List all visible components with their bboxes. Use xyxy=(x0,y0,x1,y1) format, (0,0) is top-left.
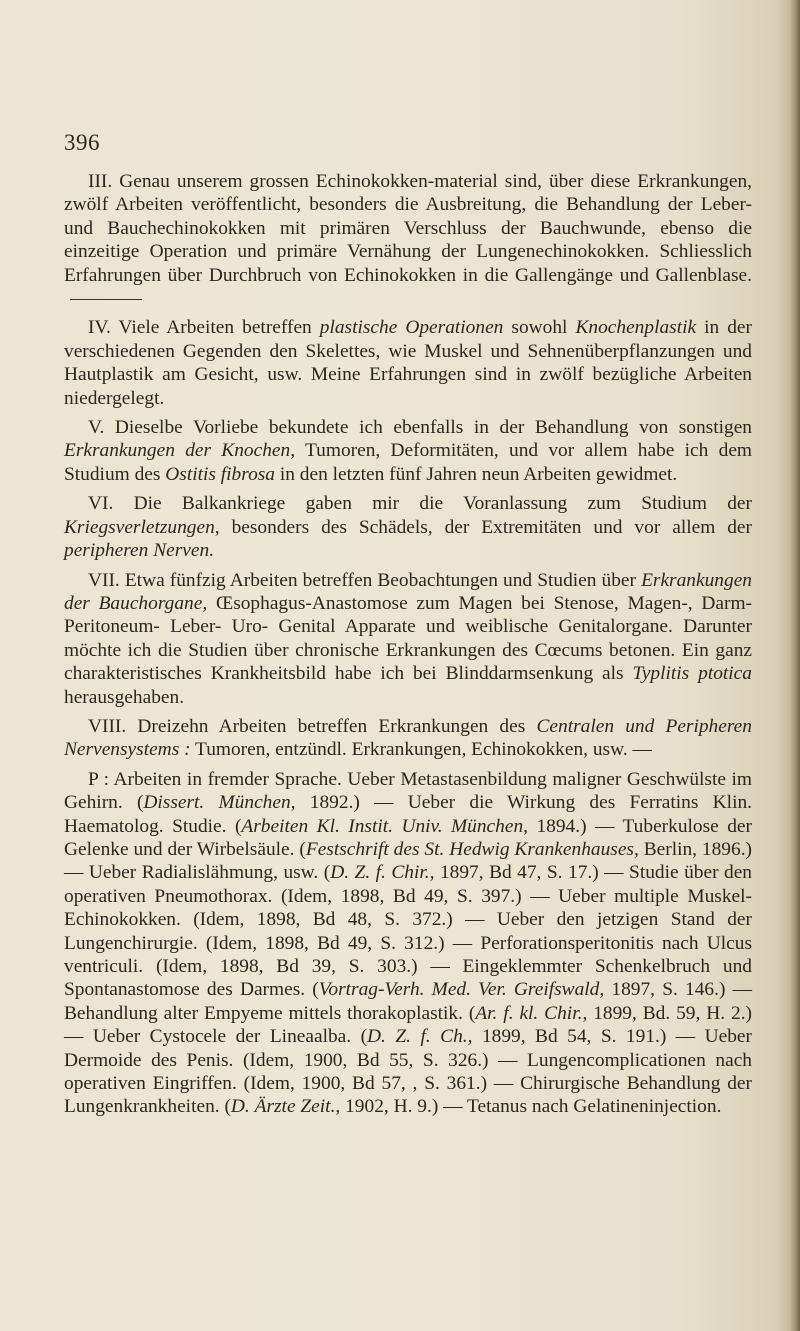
text-run: 1897, S. 146.) — Behandlung alter Empyeme mittels thorakoplastik. ( xyxy=(64,979,752,1024)
text-run: Berlin, 1896.) — Ueber Radialislähmung, usw. ( xyxy=(64,838,752,884)
text-run: besonders des Schädels, der Extremitäten und vor allem der xyxy=(219,516,752,538)
page-edge-shadow xyxy=(790,0,800,1331)
text-run: in den letzten fünf Jahren neun Arbeiten gewidmet. xyxy=(275,463,678,485)
body-text xyxy=(64,170,752,1125)
text-run: IV. Viele Arbeiten betreffen xyxy=(88,317,320,339)
page-number: 396 xyxy=(64,130,100,155)
italic-run: Vortrag-Verh. Med. Ver. Greifswald, xyxy=(318,979,605,1001)
italic-run: Erkrankungen der Knochen, xyxy=(64,440,296,462)
text-run: herausgehaben. xyxy=(64,686,185,708)
text-run: III. Genau unserem grossen Echinokokken-material sind, über diese Erkrankungen, zwölf Arbeiten veröffentlicht, besonders die Ausbreitung, die Behandlung der Leber- und Bauchechinokokken mit primären Verschluss der Bauchwunde, ebenso die einzeitige Operation und primäre Vernähung der Lungenechinokokken. Schliesslich Erfahrungen über Durchbruch von Echinokokken in die Gallengänge und Gallenblase. xyxy=(64,171,752,286)
text-run: in der verschiedenen Gegenden den Skelettes, wie Muskel und Sehnenüberpflanzungen und Hautplastik am Gesicht, usw. Meine Erfahrungen sind in zwölf bezügliche Arbeiten niedergelegt. xyxy=(64,317,752,409)
paragraph xyxy=(64,715,752,762)
text-run: VI. Die Balkankriege gaben mir die Voranlassung zum Studium der xyxy=(88,493,752,515)
text-run: Tumoren, Deformitäten, und vor allem habe ich dem Studium des xyxy=(64,440,753,485)
italic-run: peripheren Nerven. xyxy=(64,540,215,562)
text-run: Tumoren, entzündl. Erkrankungen, Echinokokken, usw. — xyxy=(190,739,652,761)
text-run: V. Dieselbe Vorliebe bekundete ich ebenfalls in der Behandlung von sonstigen xyxy=(88,417,752,439)
italic-run: Arbeiten Kl. Instit. Univ. München, xyxy=(241,815,528,837)
italic-run: Knochenplastik xyxy=(575,317,697,339)
italic-run: Dissert. München, xyxy=(143,792,296,814)
paragraph xyxy=(64,569,752,709)
paragraph xyxy=(64,492,752,562)
italic-run: Ostitis fibrosa xyxy=(165,463,276,485)
paragraph xyxy=(64,768,752,1119)
italic-run: Erkrankungen der Bauchorgane, xyxy=(64,569,752,614)
text-run: 1894.) — Tuberkulose der Gelenke und der Wirbelsäule. ( xyxy=(64,815,752,860)
text-run: Œsophagus-Anastomose zum Magen bei Stenose, Magen-, Darm- Peritoneum- Leber- Uro- Genital Apparate und weiblische Genitalorgane. Darunter möchte ich die Studien über chronische Erkrankungen des Cœcums betonen. Ein ganz charakteristisches Krankheitsbild habe ich bei Blinddarmsenkung als xyxy=(64,592,752,685)
paragraph xyxy=(64,316,752,410)
text-run: 1892.) — Ueber die Wirkung des Ferratins Klin. Haematolog. Studie. ( xyxy=(64,792,752,837)
paragraph xyxy=(64,416,752,486)
text-run: 1902, H. 9.) — Tetanus nach Gelatineninjection. xyxy=(340,1096,722,1118)
text-run: VII. Etwa fünfzig Arbeiten betreffen Beobachtungen und Studien über xyxy=(88,569,642,591)
italic-run: plastische Operationen xyxy=(319,317,504,339)
text-run: VIII. Dreizehn Arbeiten betreffen Erkrankungen des xyxy=(88,715,537,737)
text-run: 1897, Bd 47, S. 17.) — Studie über den operativen Pneumothorax. (Idem, 1898, Bd 49, S. 397.) — Ueber multiple Muskel-Echinokokken. (Idem, 1898, Bd 48, S. 372.) — Ueber den jetzigen Stand der Lungenchirurgie. (Idem, 1898, Bd 49, S. 312.) — Perforationsperitonitis nach Ulcus ventriculi. (Idem, 1898, Bd 39, S. 303.) — Eingeklemmter Schenkelbruch und Spontanastomose des Darmes. ( xyxy=(64,862,752,1001)
paragraph xyxy=(64,170,752,310)
italic-run: Typlitis ptotica xyxy=(632,663,752,685)
italic-run: Centralen und Peripheren Nervensystems : xyxy=(64,715,752,761)
italic-run: D. Z. f. Ch., xyxy=(367,1026,473,1048)
text-run: 1899, Bd. 59, H. 2.) — Ueber Cystocele der Lineaalba. ( xyxy=(64,1002,753,1048)
text-run: 1899, Bd 54, S. 191.) — Ueber Dermoide des Penis. (Idem, 1900, Bd 55, S. 326.) — Lungencomplicationen nach operativen Eingriffen. (Idem, 1900, Bd 57, , S. 361.) — Chirurgische Behandlung der Lungenkrankheiten. ( xyxy=(64,1026,752,1118)
italic-run: Festschrift des St. Hedwig Krankenhauses, xyxy=(305,838,639,860)
section-separator xyxy=(70,299,142,300)
text-run: sowohl xyxy=(503,317,576,339)
italic-run: Kriegsverletzungen, xyxy=(64,516,220,538)
italic-run: Ar. f. kl. Chir., xyxy=(475,1002,588,1024)
italic-run: D. Z. f. Chir., xyxy=(330,862,435,884)
italic-run: D. Ärzte Zeit., xyxy=(230,1096,341,1118)
text-run: P : Arbeiten in fremder Sprache. Ueber Metastasenbildung maligner Geschwülste im Gehirn. ( xyxy=(64,768,752,814)
